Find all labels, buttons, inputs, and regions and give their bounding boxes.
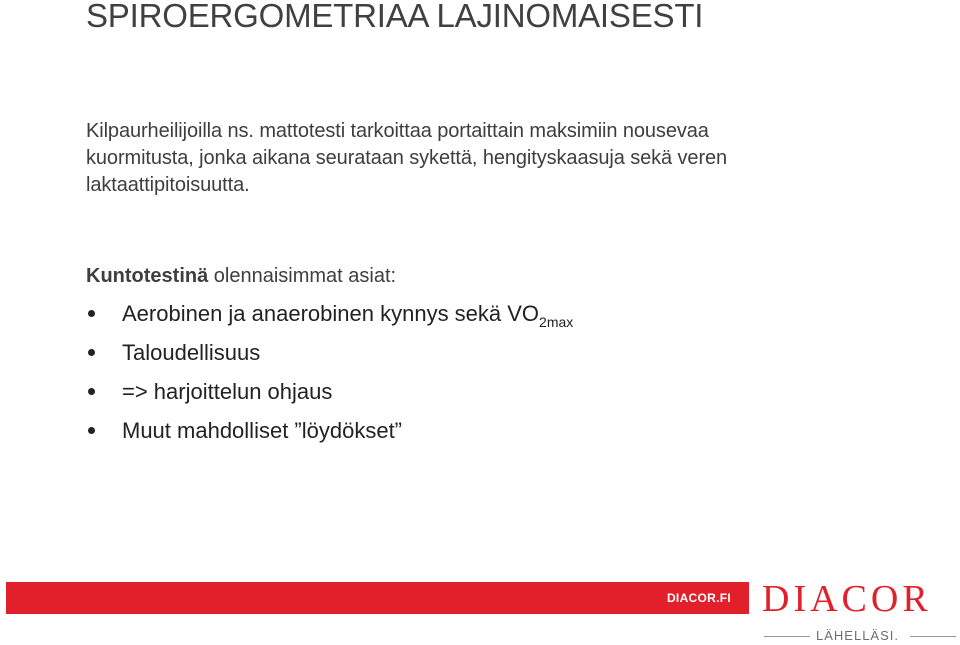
logo-divider-left [764, 636, 810, 637]
logo-divider-right [910, 636, 956, 637]
bullet-text: Taloudellisuus [122, 340, 261, 365]
footer-url: DIACOR.FI [666, 591, 731, 605]
bullet-text: Aerobinen ja anaerobinen kynnys sekä VO [122, 301, 540, 326]
lead-bold: Kuntotestinä [86, 265, 209, 287]
lead-rest: olennaisimmat asiat: [208, 265, 397, 287]
bullet-subscript: 2max [539, 314, 574, 330]
intro-line: kuormitusta, jonka aikana seurataan sykettä, hengityskaasuja sekä veren [86, 147, 728, 169]
list-item [86, 379, 573, 405]
bullet-text: => harjoittelun ohjaus [122, 379, 333, 404]
bullet-list [86, 301, 573, 457]
list-item [86, 301, 574, 330]
intro-line: laktaattipitoisuutta. [86, 174, 250, 196]
logo-tagline: LÄHELLÄSI. [816, 628, 899, 643]
intro-paragraph [86, 118, 906, 199]
footer-bar [6, 582, 749, 614]
bullet-text: Muut mahdolliset ”löydökset” [122, 418, 403, 443]
diacor-logo [762, 578, 958, 644]
bullet-icon [88, 388, 95, 395]
list-item [86, 340, 573, 366]
logo-wordmark: DIACOR [762, 578, 932, 620]
slide-title: SPIROERGOMETRIAA LAJINOMAISESTI [86, 0, 704, 34]
lead-sentence [86, 263, 396, 290]
bullet-icon [88, 310, 95, 317]
bullet-icon [88, 427, 95, 434]
intro-line: Kilpaurheilijoilla ns. mattotesti tarkoittaa portaittain maksimiin nousevaa [86, 120, 709, 142]
list-item [86, 418, 573, 444]
bullet-icon [88, 349, 95, 356]
